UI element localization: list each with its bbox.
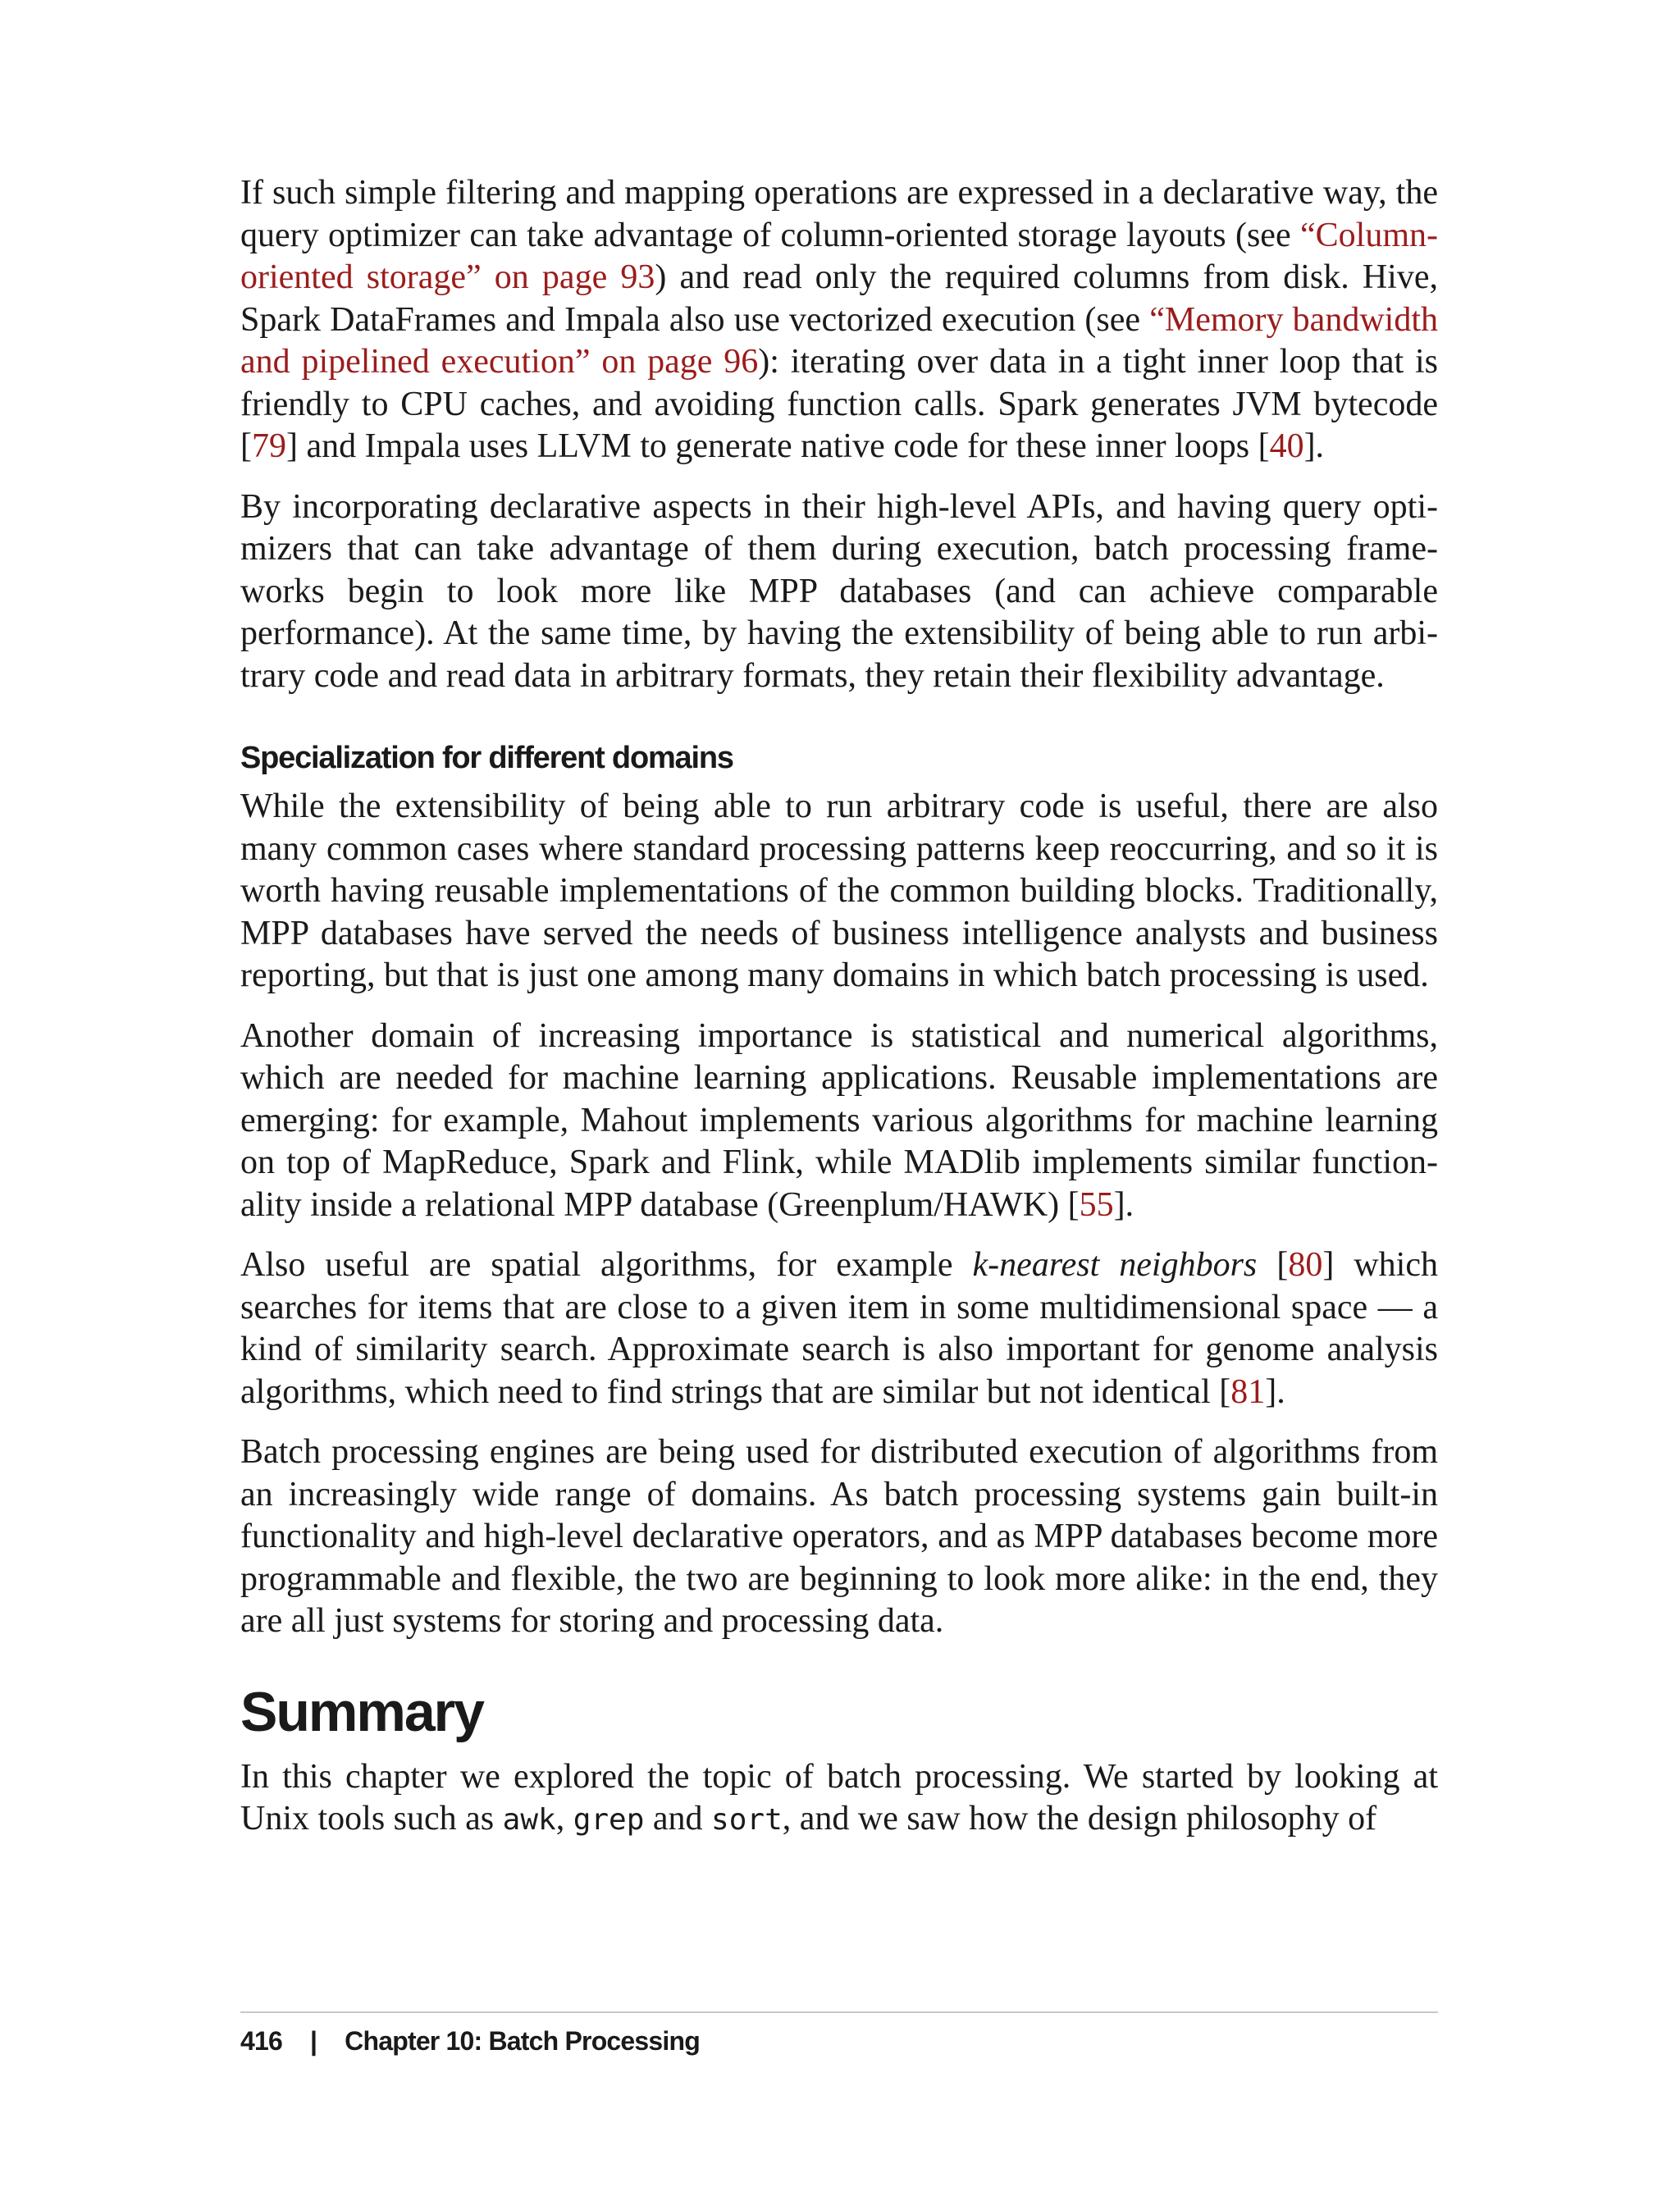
paragraph-2: By incorporating declarative aspects in their high-level APIs, and having query optimizers that can take advantage of them during execution, batch processing frameworks begin to look more like MPP databases (and can achieve comparable performance). At the same time, by having the extensibility of being able to run arbitrary code and read data in arbitrary formats, they retain their flexibility advantage. xyxy=(240,487,1438,695)
page-body xyxy=(240,172,1438,1860)
xref-column-oriented-storage[interactable]: “Column-oriented storage” on page 93 xyxy=(240,216,1438,296)
section-heading-summary: Summary xyxy=(240,1680,483,1743)
paragraph-7-text-2: , xyxy=(555,1800,573,1838)
subsection-heading: Specialization for different domains xyxy=(240,741,733,775)
code-awk: awk xyxy=(502,1803,556,1837)
citation-55[interactable]: 55 xyxy=(1079,1185,1114,1224)
code-grep: grep xyxy=(573,1803,645,1837)
paragraph-7-text-4: , and we saw how the design philosophy of xyxy=(782,1800,1377,1838)
paragraph-5 xyxy=(240,1244,1438,1413)
paragraph-5-text-4: ]. xyxy=(1265,1372,1285,1411)
paragraph-7 xyxy=(240,1756,1438,1842)
paragraph-6: Batch processing engines are being used for distributed execution of algorithms from an increasingly wide range of domains. As batch processing systems gain built-in functionality and high-level declarative operators, and as MPP databases become more programmable and flexible, the two are beginning to look more alike: in the end, they are all just systems for storing and processing data. xyxy=(240,1433,1438,1640)
paragraph-1 xyxy=(240,172,1438,468)
paragraph-4-text-1: Another domain of increasing importance is statistical and numerical algorithms, which are needed for machine learning applications. Reusable implementations are emerging: for example, Mahout implements various algorithms for machine learning on top of MapReduce, Spark and Flink, while MADlib implements similar functionality inside a relational MPP database (Greenplum/HAWK) [ xyxy=(240,1016,1438,1224)
citation-80[interactable]: 80 xyxy=(1288,1246,1323,1284)
paragraph-7-text-3: and xyxy=(644,1800,712,1838)
chapter-title: Chapter 10: Batch Processing xyxy=(345,2026,701,2056)
paragraph-1-text-4: ] and Impala uses LLVM to generate native code for these inner loops [ xyxy=(286,427,1270,465)
citation-81[interactable]: 81 xyxy=(1230,1372,1266,1411)
page-footer xyxy=(240,2011,1438,2057)
paragraph-4-text-2: ]. xyxy=(1113,1185,1134,1224)
paragraph-1-text-2: ) and read only the required columns from disk. Hive, Spark DataFrames and Impala also use vectorized execution (see xyxy=(240,258,1438,339)
xref-memory-bandwidth[interactable]: “Memory bandwidth and pipelined execution” on page 96 xyxy=(240,300,1438,381)
paragraph-5-text-1: Also useful are spatial algorithms, for example xyxy=(240,1246,973,1284)
page-number: 416 xyxy=(240,2026,282,2056)
paragraph-1-text-3: ): iterating over data in a tight inner loop that is friendly to CPU caches, and avoiding function calls. Spark generates JVM bytecode [ xyxy=(240,343,1438,465)
paragraph-1-text-5: ]. xyxy=(1303,427,1325,465)
footer-separator: | xyxy=(310,2026,317,2056)
paragraph-5-text-3: ] which searches for items that are close to a given item in some multidimensional space — a kind of similarity search. Approximate search is also important for genome analysis algorithms, which need to find strings that are similar but not identical [ xyxy=(240,1246,1438,1411)
paragraph-7-text-1: In this chapter we explored the topic of batch processing. We started by looking at Unix tools such as xyxy=(240,1757,1438,1838)
citation-79[interactable]: 79 xyxy=(252,427,286,465)
code-sort: sort xyxy=(711,1803,783,1837)
paragraph-5-text-2: [ xyxy=(1257,1246,1289,1284)
paragraph-3: While the extensibility of being able to run arbitrary code is useful, there are also many common cases where standard processing patterns keep reoccurring, and so it is worth having reusable implementations of the common building blocks. Traditionally, MPP databases have served the needs of business intelligence analysts and business reporting, but that is just one among many domains in which batch processing is used. xyxy=(240,788,1438,994)
term-k-nearest-neighbors: k-nearest neighbors xyxy=(972,1246,1258,1284)
paragraph-4 xyxy=(240,1016,1438,1227)
citation-40[interactable]: 40 xyxy=(1269,427,1304,465)
paragraph-1-text-1: If such simple filtering and mapping operations are expressed in a declarative way, the query optimizer can take advantage of column-oriented storage layouts (see xyxy=(240,174,1438,254)
